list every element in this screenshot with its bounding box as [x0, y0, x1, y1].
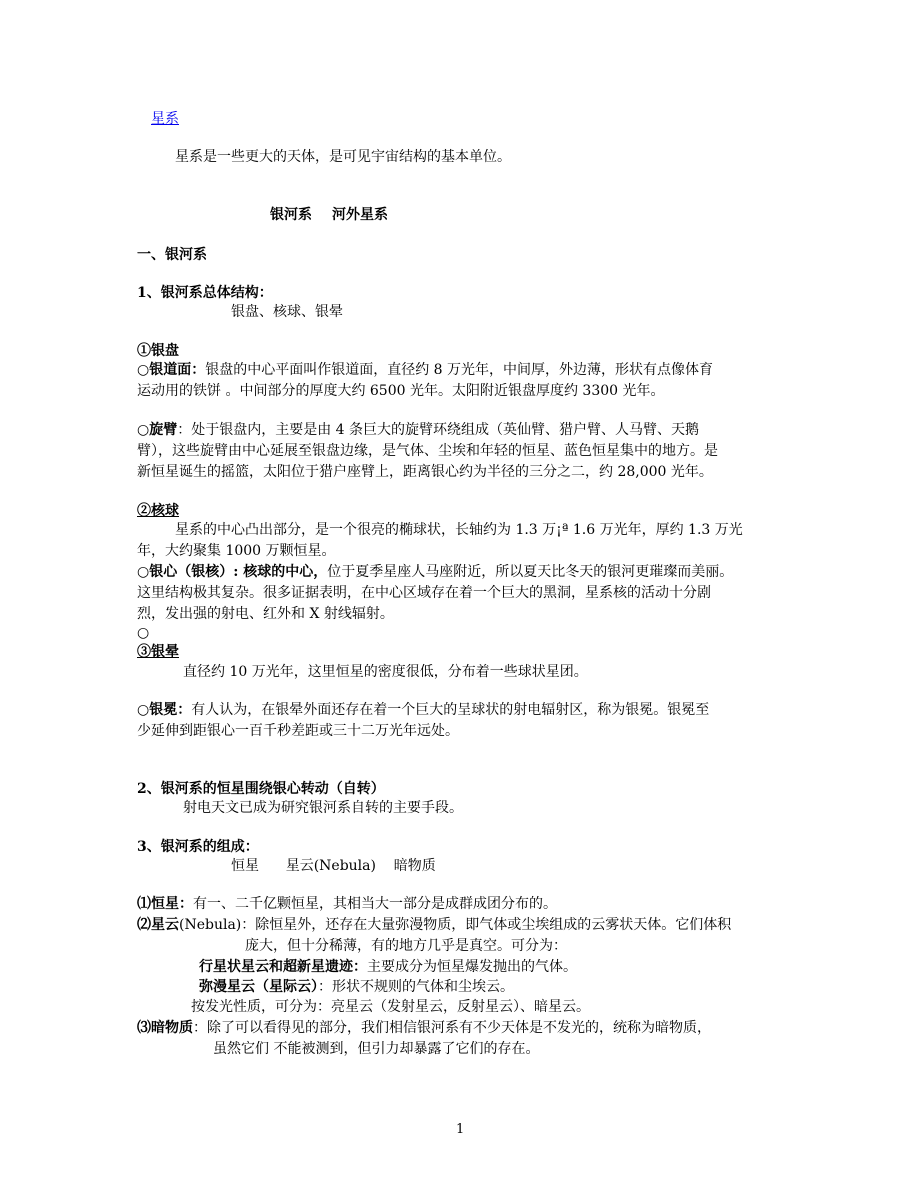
rotation-heading: 2、银河系的恒星围绕银心转动（自转）	[137, 781, 385, 797]
luminous-classification: 按发光性质，可分为：亮星云（发射星云，反射星云）、暗星云。	[191, 999, 590, 1015]
dark-matter-line-1	[137, 1018, 711, 1038]
galaxy-link[interactable]	[151, 109, 179, 129]
stars-label: ⑴恒星：	[137, 896, 193, 912]
halo-heading: ③银晕	[137, 644, 179, 660]
corona-line-2: 少延伸到距银心一百千秒差距或三十二万光年远处。	[137, 723, 459, 739]
planetary-nebula-text: 主要成分为恒星爆发抛出的气体。	[367, 959, 577, 975]
halo-line-1: 直径约 10 万光年，这里恒星的密度很低，分布着一些球状星团。	[183, 664, 588, 680]
title-external-galaxies: 河外星系	[332, 207, 388, 223]
composition-parts: 恒星 星云(Nebula) 暗物质	[231, 858, 436, 874]
planetary-nebula-label: 行星状星云和超新星遗迹：	[199, 959, 367, 975]
structure-heading: 1、银河系总体结构：	[137, 285, 273, 301]
title-milky-way: 银河系	[270, 207, 312, 223]
core-text-1: 位于夏季星座人马座附近，所以夏天比冬天的银河更璀璨而美丽。	[327, 564, 734, 580]
empty-circle: ○	[137, 625, 150, 641]
diffuse-nebula-text: ：形状不规则的气体和尘埃云。	[318, 979, 514, 995]
core-line-3: 烈，发出强的射电、红外和 X 射线辐射。	[137, 606, 394, 622]
nebula-line-1	[137, 915, 731, 935]
rotation-text: 射电天文已成为研究银河系自转的主要手段。	[183, 800, 463, 816]
corona-line-1	[137, 700, 709, 720]
stars-line	[137, 894, 557, 914]
core-line-1	[137, 562, 733, 582]
arms-text-1: ：处于银盘内，主要是由 4 条巨大的旋臂环绕组成（英仙臂、猎户臂、人马臂、天鹅	[177, 422, 700, 438]
dark-matter-label: ⑶暗物质	[137, 1020, 193, 1036]
arms-line-3: 新恒星诞生的摇篮，太阳位于猎户座臂上，距离银心约为半径的三分之二，约 28,000 光年。	[137, 464, 713, 480]
nebula-line-2: 庞大，但十分稀薄，有的地方几乎是真空。可分为：	[245, 938, 567, 954]
composition-heading: 3、银河系的组成：	[137, 839, 259, 855]
bulge-heading: ②核球	[137, 503, 179, 519]
galaxy-link-text[interactable]: 星系	[151, 111, 179, 127]
arms-label: ○旋臂	[137, 422, 178, 438]
disk-heading: ①银盘	[137, 343, 179, 359]
core-line-2: 这里结构极其复杂。很多证据表明，在中心区域存在着一个巨大的黑洞，星系核的活动十分剧	[137, 585, 711, 601]
corona-label: ○银冕：	[137, 702, 192, 718]
arms-line-2: 臂），这些旋臂由中心延展至银盘边缘，是气体、尘埃和年轻的恒星、蓝色恒星集中的地方。是	[137, 443, 718, 459]
intro-paragraph: 星系是一些更大的天体，是可见宇宙结构的基本单位。	[175, 149, 511, 165]
core-label: ○银心（银核）: 核球的中心，	[137, 564, 328, 580]
galactic-plane-line-1	[137, 360, 713, 380]
corona-text-1: 有人认为，在银晕外面还存在着一个巨大的呈球状的射电辐射区，称为银冕。银冕至	[191, 702, 710, 718]
galactic-plane-label: ○银道面：	[137, 362, 206, 378]
nebula-label: ⑵星云	[137, 917, 179, 933]
bulge-line-1: 星系的中心凸出部分，是一个很亮的椭球状，长轴约为 1.3 万¡ª 1.6 万光年，厚约 1.3 万光	[175, 522, 743, 538]
arms-line-1	[137, 420, 699, 440]
diffuse-nebula-line	[199, 977, 514, 997]
page-number: 1	[456, 1122, 465, 1137]
planetary-nebula-line	[199, 957, 577, 977]
bulge-line-2: 年，大约聚集 1000 万颗恒星。	[137, 543, 336, 559]
structure-parts: 银盘、核球、银晕	[231, 304, 343, 320]
page-title	[270, 205, 388, 225]
diffuse-nebula-label: 弥漫星云（星际云）	[199, 979, 318, 995]
galactic-plane-text-1: 银盘的中心平面叫作银道面，直径约 8 万光年，中间厚，外边薄，形状有点像体育	[205, 362, 714, 378]
dark-matter-text-1: ：除了可以看得见的部分，我们相信银河系有不少天体是不发光的，统称为暗物质，	[193, 1020, 711, 1036]
stars-text: 有一、二千亿颗恒星，其相当大一部分是成群成团分布的。	[193, 896, 557, 912]
galactic-plane-line-2: 运动用的铁饼 。中间部分的厚度大约 6500 光年。太阳附近银盘厚度约 3300 光年。	[137, 383, 665, 399]
section-1-heading: 一、银河系	[137, 247, 207, 263]
nebula-text-1: (Nebula)：除恒星外，还存在大量弥漫物质，即气体或尘埃组成的云雾状天体。它们体积	[179, 917, 732, 933]
dark-matter-line-2: 虽然它们 不能被测到，但引力却暴露了它们的存在。	[213, 1041, 540, 1057]
